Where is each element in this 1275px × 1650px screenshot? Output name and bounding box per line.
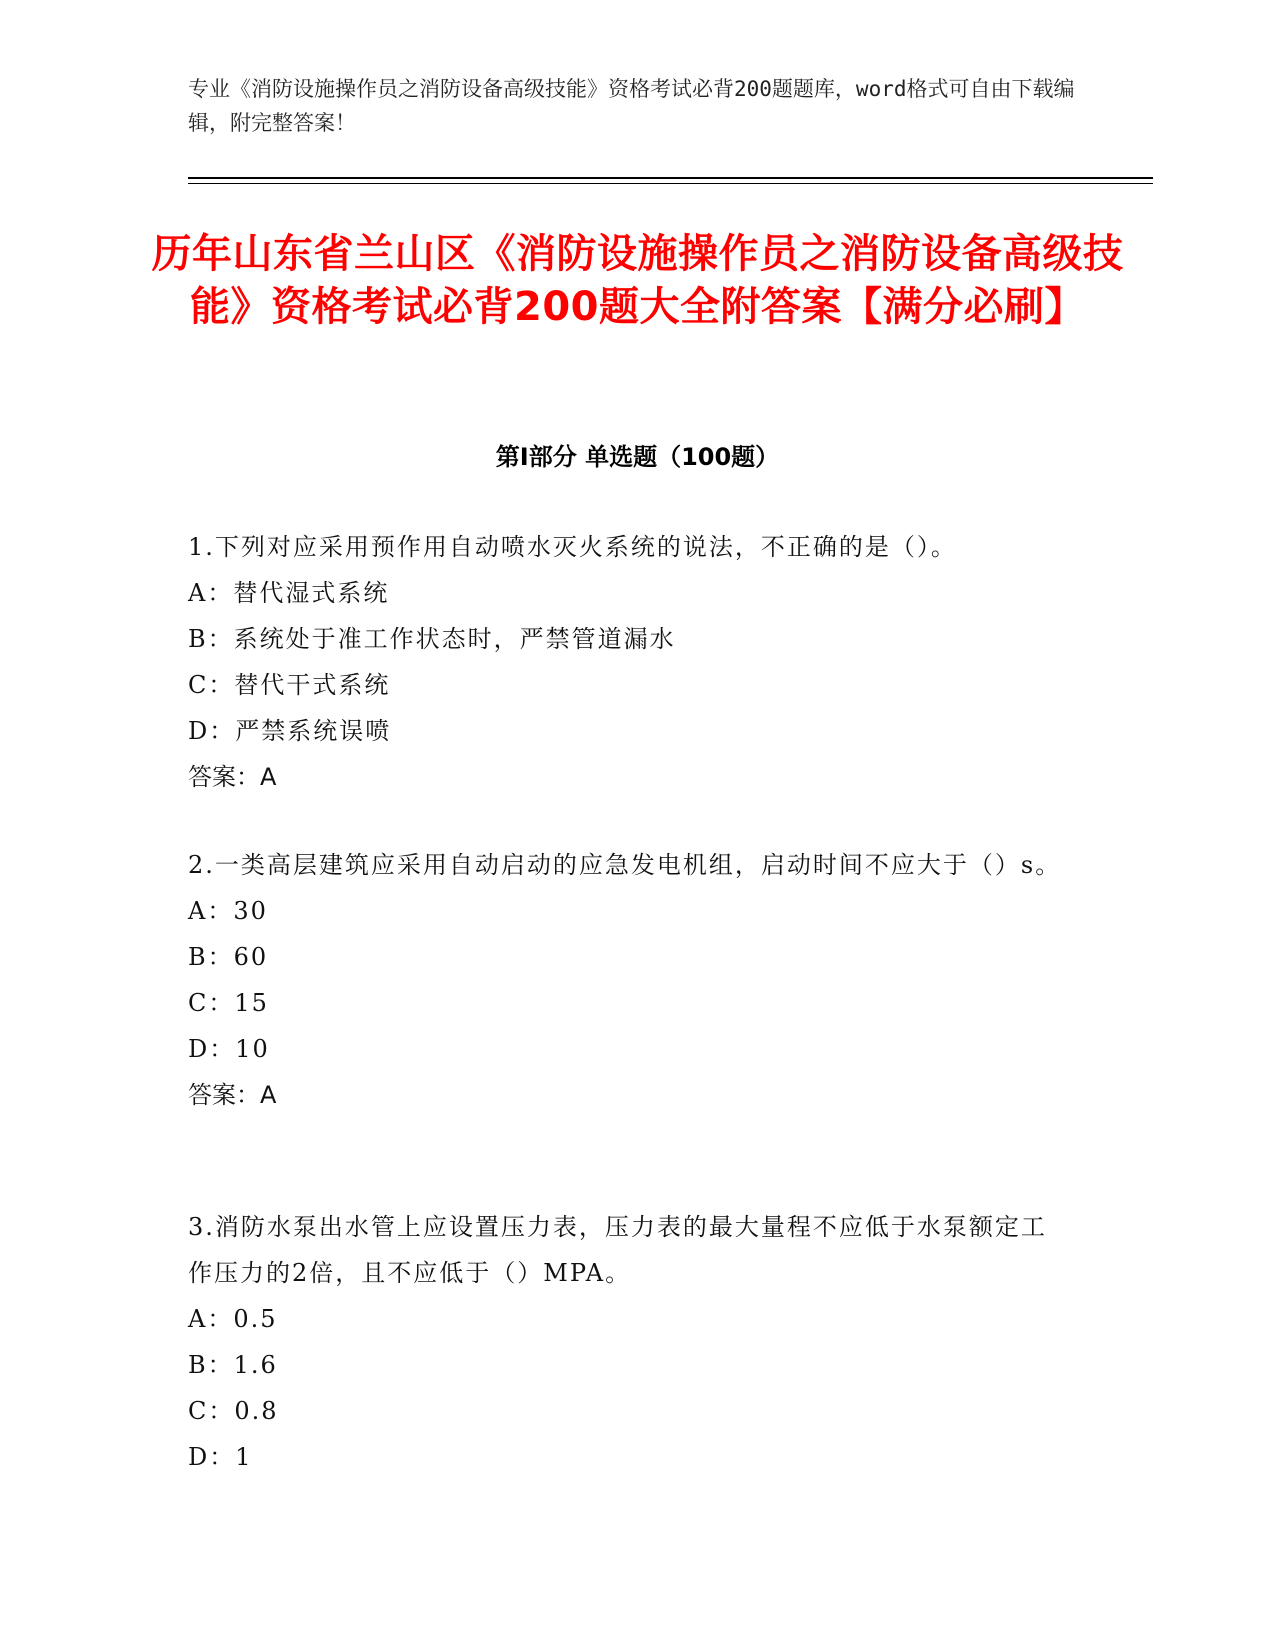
question-stem: 2.一类高层建筑应采用自动启动的应急发电机组，启动时间不应大于（）s。 [188,851,1062,879]
question-3 [188,1204,1068,1480]
option-b: B：系统处于准工作状态时，严禁管道漏水 [188,625,676,653]
answer: 答案：A [188,763,277,791]
question-stem: 1.下列对应采用预作用自动喷水灭火系统的说法，不正确的是（）。 [188,533,957,561]
option-a: A：30 [188,897,268,925]
option-c: C：替代干式系统 [188,671,391,699]
option-d: D：1 [188,1443,253,1471]
option-c: C：0.8 [188,1397,279,1425]
option-c: C：15 [188,989,269,1017]
option-a: A：0.5 [188,1305,278,1333]
answer: 答案：A [188,1081,277,1109]
option-b: B：60 [188,943,269,971]
document-title: 历年山东省兰山区《消防设施操作员之消防设备高级技能》资格考试必背200题大全附答案【满分必刷】 [151,231,1124,330]
section-title: 第I部分 单选题（100题） [495,443,780,471]
option-d: D：10 [188,1035,270,1063]
header-divider [188,177,1153,179]
question-stem: 3.消防水泵出水管上应设置压力表，压力表的最大量程不应低于水泵额定工作压力的2倍，且不应低于（）MPA。 [188,1213,1047,1287]
question-2 [188,842,1068,1118]
option-d: D：严禁系统误喷 [188,717,392,745]
question-1 [188,524,1068,800]
header-note: 专业《消防设施操作员之消防设备高级技能》资格考试必背200题题库，word格式可自由下载编辑，附完整答案！ [188,77,1075,135]
option-a: A：替代湿式系统 [188,579,390,607]
header-divider-thin [188,183,1153,184]
option-b: B：1.6 [188,1351,278,1379]
